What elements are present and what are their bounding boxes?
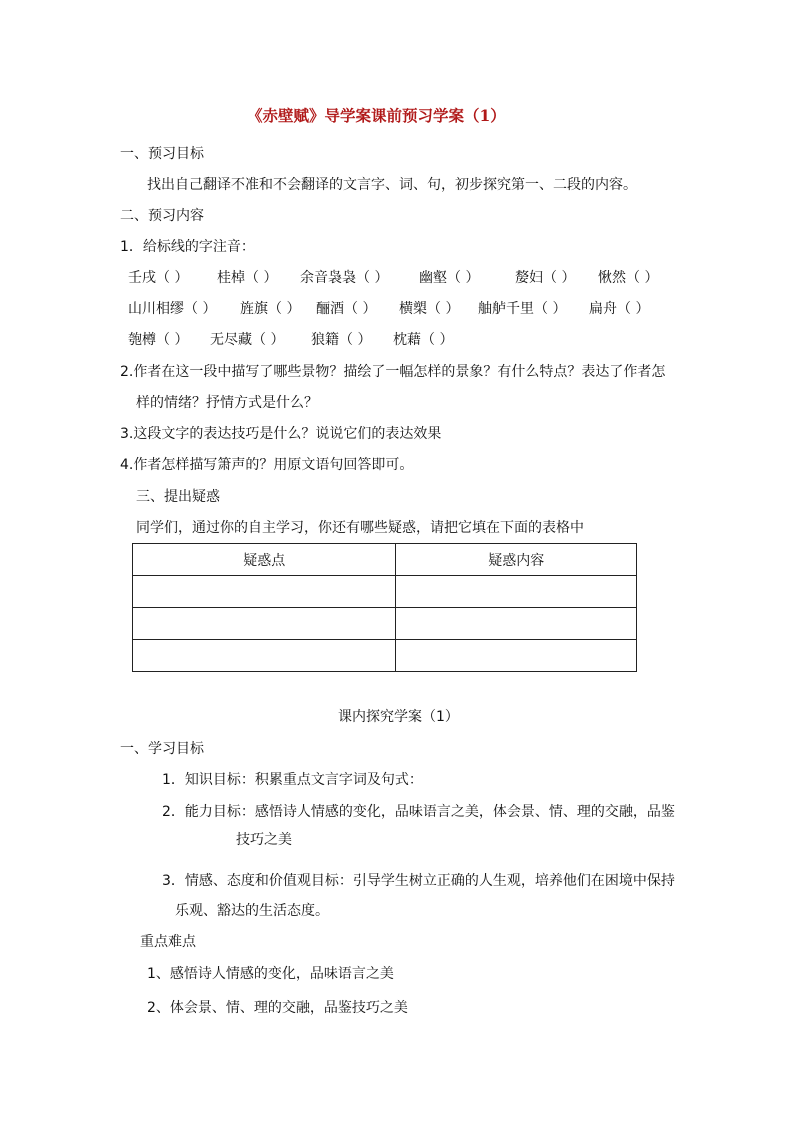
key-point-2: 2、体会景、情、理的交融，品鉴技巧之美	[147, 1000, 408, 1016]
goal-ability-line-1: 2．能力目标：感悟诗人情感的变化，品味语言之美，体会景、情、理的交融，品鉴	[162, 804, 675, 820]
goal-knowledge: 1．知识目标：积累重点文言字词及句式：	[162, 772, 423, 788]
pinyin-item: 桂棹（ ）	[217, 270, 278, 286]
pinyin-item: 幽壑（ ）	[419, 270, 480, 286]
pinyin-item: 匏樽（ ）	[128, 332, 189, 348]
table-row	[133, 640, 637, 672]
question-1: 1．给标线的字注音：	[120, 239, 255, 255]
table-row	[133, 576, 637, 608]
table-header-row	[133, 544, 637, 576]
pinyin-item: 壬戌（ ）	[128, 270, 189, 286]
section-heading-preview-content: 二、预习内容	[120, 208, 204, 224]
pinyin-item: 酾酒（ ）	[316, 301, 377, 317]
table-header-doubt-content: 疑惑内容	[396, 544, 637, 576]
table-row	[133, 608, 637, 640]
pinyin-item: 狼籍（ ）	[311, 332, 372, 348]
question-4: 4.作者怎样描写箫声的？用原文语句回答即可。	[120, 457, 414, 473]
question-2-line-1: 2.作者在这一段中描写了哪些景物？描绘了一幅怎样的景象？有什么特点？表达了作者怎	[120, 364, 666, 380]
pinyin-item: 余音袅袅（ ）	[300, 270, 389, 286]
pinyin-item: 嫠妇（ ）	[515, 270, 576, 286]
table-header-doubt-point: 疑惑点	[133, 544, 396, 576]
pinyin-item: 枕藉（ ）	[393, 332, 454, 348]
pinyin-item: 愀然（ ）	[598, 270, 659, 286]
preview-goal-text: 找出自己翻译不准和不会翻译的文言字、词、句，初步探究第一、二段的内容。	[147, 177, 637, 193]
part2-title: 课内探究学案（1）	[338, 709, 459, 725]
key-points-heading: 重点难点	[140, 934, 196, 950]
doubts-intro: 同学们，通过你的自主学习，你还有哪些疑惑，请把它填在下面的表格中	[136, 520, 584, 536]
question-3: 3.这段文字的表达技巧是什么？说说它们的表达效果	[120, 426, 442, 442]
pinyin-item: 无尽藏（ ）	[210, 332, 285, 348]
table-cell[interactable]	[133, 640, 396, 672]
section-heading-doubts: 三、提出疑惑	[136, 489, 220, 505]
goal-emotion-line-1: 3．情感、态度和价值观目标：引导学生树立正确的人生观，培养他们在困境中保持	[162, 873, 675, 889]
question-2-line-2: 样的情绪？抒情方式是什么？	[136, 395, 318, 411]
doubts-table	[132, 543, 637, 672]
section-heading-preview-goal: 一、预习目标	[120, 146, 204, 162]
pinyin-item: 横槊（ ）	[399, 301, 460, 317]
pinyin-item: 山川相缪（ ）	[128, 301, 217, 317]
section-heading-learning-goals: 一、学习目标	[120, 741, 204, 757]
table-cell[interactable]	[133, 576, 396, 608]
pinyin-item: 旌旗（ ）	[240, 301, 301, 317]
table-cell[interactable]	[133, 608, 396, 640]
table-cell[interactable]	[396, 576, 637, 608]
goal-emotion-line-2: 乐观、豁达的生活态度。	[175, 903, 329, 919]
pinyin-item: 扁舟（ ）	[589, 301, 650, 317]
page-title: 《赤壁赋》导学案课前预习学案（1）	[247, 106, 506, 125]
pinyin-item: 舳舻千里（ ）	[478, 301, 567, 317]
goal-ability-line-2: 技巧之美	[236, 832, 292, 848]
key-point-1: 1、感悟诗人情感的变化，品味语言之美	[147, 966, 394, 982]
table-cell[interactable]	[396, 608, 637, 640]
table-cell[interactable]	[396, 640, 637, 672]
